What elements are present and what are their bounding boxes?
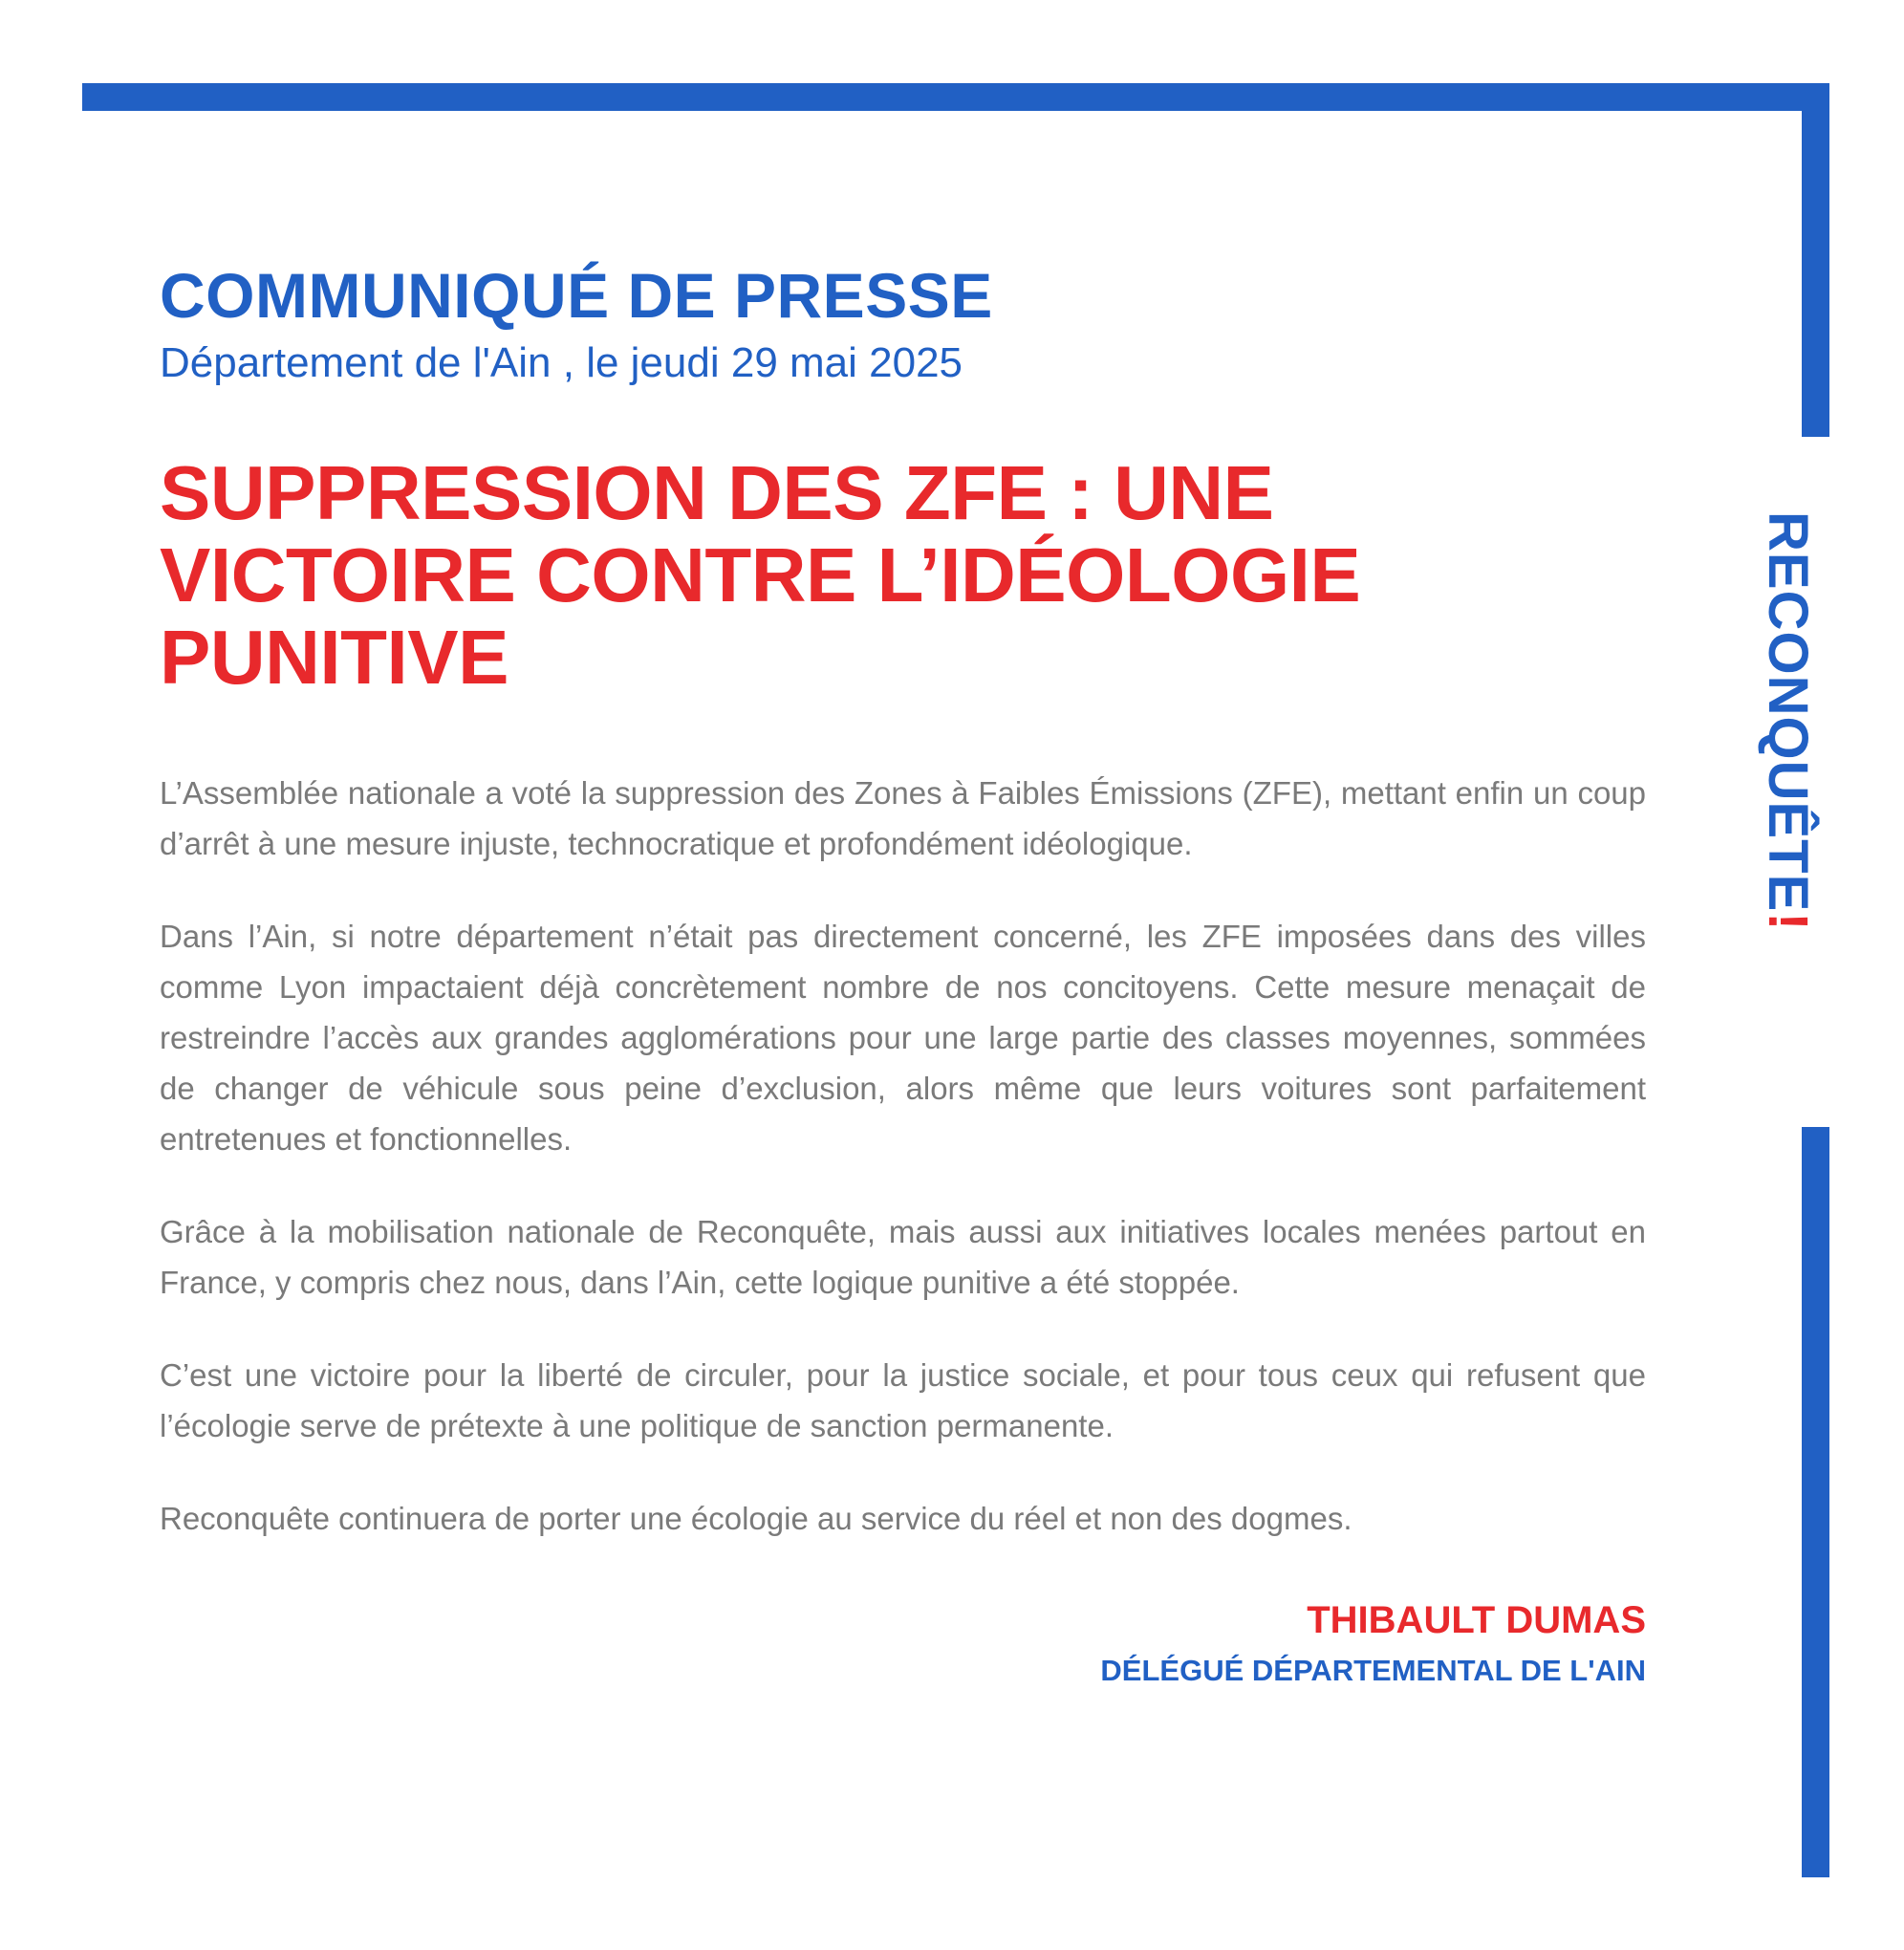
signatory-role: DÉLÉGUÉ DÉPARTEMENTAL DE L'AIN: [1100, 1654, 1646, 1687]
dateline: Département de l'Ain , le jeudi 29 mai 2025: [160, 339, 963, 386]
press-release: [160, 258, 1646, 1695]
body-text: [160, 768, 1646, 1544]
body-paragraph: C’est une victoire pour la liberté de circuler, pour la justice sociale, et pour tous ceux qui refusent que l’écologie serve de prétexte à une politique de sanction permanente.: [160, 1357, 1646, 1443]
frame-right-bar-upper: [1802, 83, 1829, 437]
signatory-name: THIBAULT DUMAS: [1307, 1599, 1646, 1641]
body-paragraph: Reconquête continuera de porter une écologie au service du réel et non des dogmes.: [160, 1501, 1352, 1536]
frame-top-bar: [82, 83, 1829, 111]
body-paragraph: Grâce à la mobilisation nationale de Reconquête, mais aussi aux initiatives locales menées partout en France, y compris chez nous, dans l’Ain, cette logique punitive a été stoppée.: [160, 1214, 1646, 1300]
body-paragraph: L’Assemblée nationale a voté la suppression des Zones à Faibles Émissions (ZFE), mettant enfin un coup d’arrêt à une mesure injuste, technocratique et profondément idéologique.: [160, 775, 1646, 861]
body-paragraph: Dans l’Ain, si notre département n’était pas directement concerné, les ZFE imposées dans des villes comme Lyon impactaient déjà concrètement nombre de nos concitoyens. Cette mesure menaçait de restreindre l’accès aux grandes agglomérations pour une large partie des classes moyennes, sommées de changer de véhicule sous peine d’exclusion, alors même que leurs voitures sont parfaitement entretenues et fonctionnelles.: [160, 919, 1646, 1157]
document-kicker: COMMUNIQUÉ DE PRESSE: [160, 260, 993, 331]
reconquete-logo: [1757, 511, 1819, 932]
headline: SUPPRESSION DES ZFE : UNE VICTOIRE CONTRE L’IDÉOLOGIE PUNITIVE: [160, 450, 1361, 700]
logo-exclamation-mark: !: [1757, 912, 1819, 932]
frame-right-bar-lower: [1802, 1127, 1829, 1877]
signature-block: [160, 1593, 1646, 1695]
logo-text: RECONQUÊTE: [1757, 511, 1819, 913]
